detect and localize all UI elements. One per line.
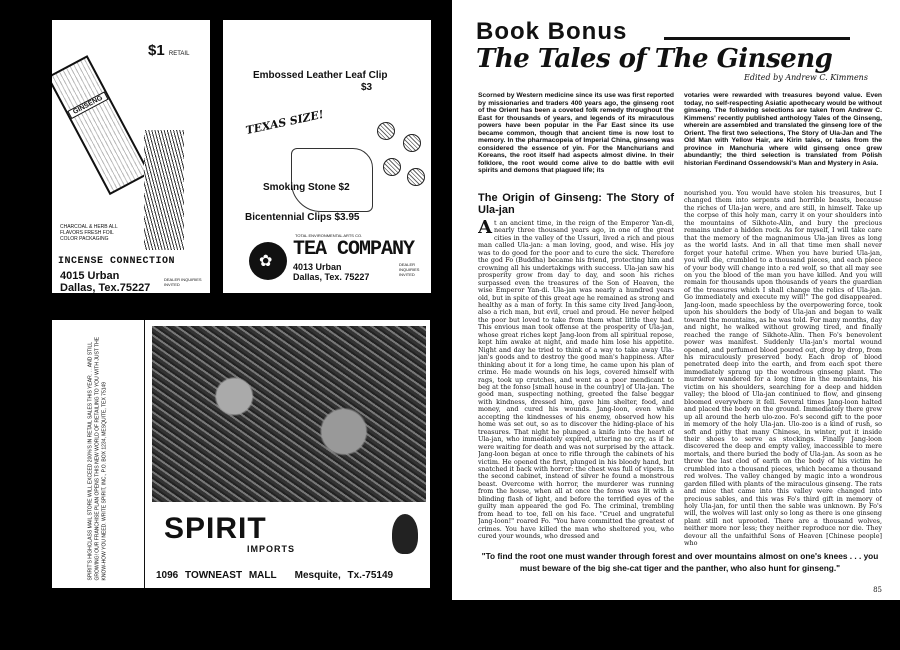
divider	[144, 320, 145, 588]
drop-cap: A	[478, 220, 492, 238]
intro-right: votaries were rewarded with treasures beyond value. Even today, no self-respecting Asiatic apothecary would be without ginseng. The following selections are taken from Andrew C. Kimmens' recently published anthology Tales of the Ginseng, wherein are assembled and translated the ginseng lore of the Orient. The first two selections, The Story of Ula-Jan and The Old Man with Yellow Hair, are Kirin tales, or tales from the province in Manchuria where wild ginseng once grew abundantly; the third selection is translated from Polish historian Ferdinand Ossendowski's Man and Mystery in Asia.	[684, 92, 882, 167]
story-body-left: At an ancient time, in the reign of the Emperor Yan-di, nearly three thousand years ago, in one of the great cities in the valley of the Ussuri, lived a rich and pious man called Ula-jan: a man loving, good, and wise. His joy was to do good for the poor and to cure the sick. Therefore the god Fo (Buddha) became his friend, protecting him and crowning all his undertakings with success. Ula-jan saw his prosperity grow from day to day, and soon his riches surpassed even the treasures of the Son of Heaven, the wise Emperor Yan-di. Ula-jan was nearly a hundred years old, but in spite of this great age he remained as strong and healthy as a man of forty. In this same city lived Jang-loon, also a rich man, but evil, cruel and proud. He never helped the poor but loved to take from them what little they had. This envious man took offense at the prosperity of Ula-jan, whose great riches kept Jang-loon from all spiritual repose, kept him awake at night, and made him lose his appetite. Night and day he tried to think of a way to take away Ula-jan's goods and to destroy the good man's happiness. After thinking about it for a long time, he came upon his plan of crime. He made wounds on his legs, covered himself with rags, took up crutches, and went as a poor mendicant to beg at the fonso [small house in the country] of Ula-jan. The good man, suspecting nothing, greeted the false beggar with kindness, dressed him, gave him shelter, food, and money, and cured his wounds. Jang-loon, even while accepting the kindnesses of his enemy, observed how his home was set out, so as to discover the hiding-place of his treasures. That night he plunged a knife into the heart of Ula-jan, who immediately expired, uttering no cry, as if he were waiting for death and was not surprised by the attack. Jang-loon began at once to rifle through the cabinets of his victim. He opened the first, plunged in his bloody hand, but snatched it back with horror: the chest was full of vipers. In the second cabinet, instead of silver he found a monstrous beast. Overcome with horror, the murderer was running from the house, when all at once the fonso was lit with a blinding flash of light, and before the terrified eyes of the guilty man appeared the god Fo. The criminal, trembling from head to toe, fell on his face. "Cruel and ungrateful Jang-loon!" roared Fo. "You have committed the greatest of crimes. You have killed the man who sheltered you, who cured your wounds, who dressed and	[478, 220, 674, 541]
leaf-clip-headline: Embossed Leather Leaf Clip	[253, 70, 388, 81]
tea-small-note: TOTAL ENVIRONMENTAL ARTS CO.	[295, 233, 363, 238]
column-left	[478, 92, 674, 580]
pull-quote: "To find the root one must wander through forest and over mountains almost on one's knees . . . you must beware of the big she-cat tiger and the panther, who also hunt for ginseng."	[481, 551, 879, 573]
spirit-address: 1096 TOWNEAST MALL Mesquite, Tx.-75149	[156, 570, 394, 581]
texas-size-scrawl: TEXAS SIZE!	[244, 107, 325, 138]
intro-left: Scorned by Western medicine since its use was first reported by missionaries and traders 400 years ago, the ginseng root of the Orient has been a coveted folk remedy throughout the East for thousands of years, and legends of its miraculous powers have been popular in the Far East since its use became common, though that ancient time is now lost to memory. In the pharmacopeia of Imperial China, ginseng was considered the essence of yin. For the Manchurians and Koreans, the root itself had aspects almost divine. In their folklore, the root would come alive to do battle with evil spirits and demons that plagued life; its	[478, 92, 674, 174]
story-body-right: nourished you. You would have stolen his treasures, but I changed them into serpents and horrible beasts, because the riches of Ula-jan were, and are still, in himself. Take up the corpse of this holy man, carry it on your shoulders into the mountains of Sikhote-Alin, and bury the precious remains under a hidden rock. As for myself, I will take care that the memory of the magnanimous Ula-jan lives as long as the world lasts. And in all that time men shall never forget your hateful crime. When you have buried Ula-jan, you will die, crumbled to a thousand pieces, and each piece of your body will change into a red wolf, so that all may see on you the blood of the man you have killed. And you will remain for thousands upon thousands of years the guardian of the treasures which I shall change the relics of Ula-jan. Go immediately and execute my will!" The god disappeared. Jang-loon, made speechless by the overpowering force, took upon his shoulders the body of Ula-jan and began to walk toward the mountains, as he was told. For many months, day and night, he walked without growing tired, and finally reached the range of Sikhote-Alin. Then Fo's benevolent power was manifest. Suddenly Ula-jan's mortal wound opened, and perfumed blood poured out, drop by drop, from his miraculously preserved body. Each drop of blood penetrated deep into the earth, and from each spot there immediately sprang up the wondrous ginseng plant. The murderer wandered for a long time in the mountains, his victim on his shoulders, searching for a deep and hidden valley; the blood of Ula-jan continued to flow, and ginseng bloomed everywhere it fell. Several times Jang-loon halted and placed the body on the ground. Immediately there grew up all around the herb ulo-zoo. Fo's second gift to the poor in memory of the holy Ula-jan. Ulo-zoo is a kind of rush, so soft and pithy that many Chinese, in winter, put it inside their shoes to serve as stockings. Finally Jang-loon discovered the deep and empty valley, inaccessible to mere mortals, and there buried the body of Ula-jan. As soon as he threw the last clod of earth on the body of his victim he crumbled into a thousand pieces, which became a thousand red wolves. The valley changed by magic into a wondrous garden filled with plants of the miraculous ginseng. The rats and mice that came into this valley were changed into precious sables, and this was Fo's third gift in memory of holy Ula-jan, for until then the sable was unknown. By Fo's will, the wolves will last only so long as there is one ginseng plant still not uprooted. There are a thousand wolves, neither more nor less; they neither reproduce nor die. They devour all the unfaithful Sons of Heaven [Chinese people] who	[684, 190, 882, 548]
clips-illustration	[373, 118, 429, 190]
page-number: 85	[873, 586, 882, 594]
package-label: GINSENG	[67, 91, 108, 119]
incense-company-name: INCENSE CONNECTION	[58, 256, 176, 267]
leaf-logo-icon: ✿	[249, 242, 287, 280]
article-byline: Edited by Andrew C. Kimmens	[744, 73, 868, 82]
incense-address: 4015 Urban Dallas, Tex.75227	[60, 270, 151, 293]
incense-price: $1 RETAIL	[148, 42, 190, 59]
spirit-franchise-text: SPIRIT'S HIGHCLASS MAIL STORE WILL EXCEED 200%'S IN RETAIL SALES THIS YEAR. . . AND STILL GROWING! OUR FRANCHISE PLAN OPENS THIS NEW WORLD OF RETAILING TO YOU WITH JUST THE KNOW-HOW YOU NEED. WRITE SPIRIT, INC., P.O. BOX 1234, MESQUITE, TEX 75149	[87, 336, 108, 581]
spirit-imports-label: IMPORTS	[247, 544, 296, 554]
bicentennial-clips-headline: Bicentennial Clips $3.95	[245, 212, 360, 223]
tea-company-ad	[223, 20, 431, 293]
incense-dealer-note: DEALER INQUIRIES INVITED	[164, 277, 202, 287]
spirit-imports-ad	[52, 320, 430, 588]
section-rule	[664, 37, 850, 40]
tea-dealer-note: DEALER INQUIRIES INVITED	[399, 262, 420, 277]
article-title: The Tales of The Ginseng	[476, 44, 833, 74]
tea-address: 4013 Urban Dallas, Tex. 75227	[293, 262, 370, 282]
smoking-stone-headline: Smoking Stone $2	[263, 182, 350, 193]
spirit-logo: SPIRIT	[164, 512, 267, 545]
spirit-portrait-illustration	[392, 514, 418, 554]
incense-sticks-illustration	[144, 130, 184, 250]
leaf-clip-price: $3	[361, 82, 373, 93]
spirit-side-panel	[56, 320, 142, 588]
story-subhead: The Origin of Ginseng: The Story of Ula-jan	[478, 192, 674, 216]
tea-company-name: TEA COMPANY	[293, 238, 415, 261]
article-page	[452, 0, 900, 600]
incense-description: CHARCOAL & HERB ALL FLAVORS FRESH FOIL COLOR PACKAGING	[60, 224, 118, 242]
texas-map-illustration	[291, 148, 373, 212]
incense-connection-ad	[52, 20, 210, 293]
section-heading: Book Bonus	[476, 18, 628, 45]
spirit-photo	[152, 326, 426, 502]
